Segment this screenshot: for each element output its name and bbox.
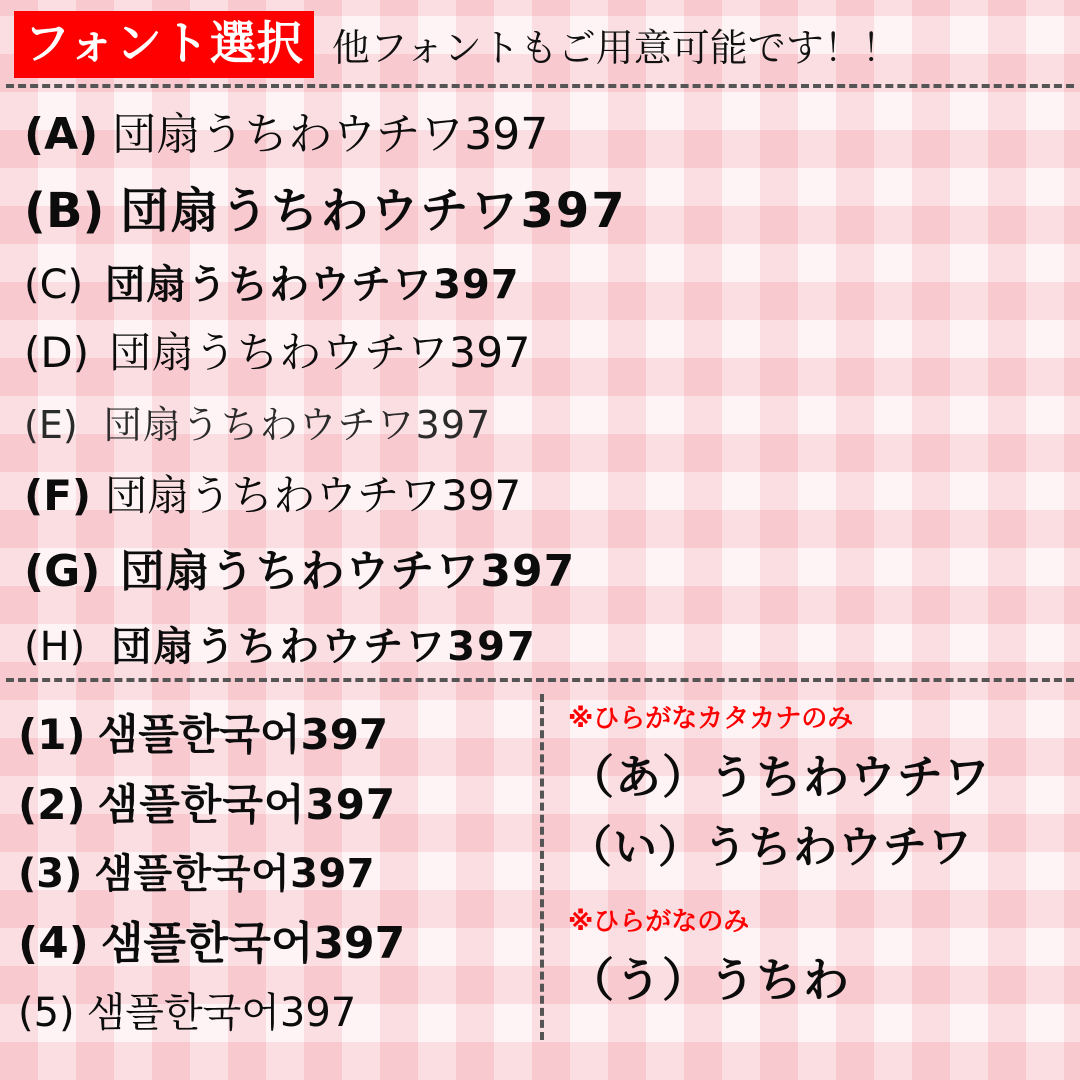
font-option-b[interactable] — [0, 172, 1080, 241]
font-option-a-kana-sample: うちわウチワ — [709, 750, 991, 804]
kana-spacer — [568, 875, 1080, 901]
font-option-d-sample: 団扇うちわウチワ397 — [109, 328, 531, 377]
hiragana-only-note: ※ひらがなのみ — [568, 907, 750, 937]
font-option-2-sample: 샘플한국어397 — [97, 780, 397, 829]
font-option-h-sample: 団扇うちわウチワ397 — [111, 624, 537, 670]
font-option-1-tag: (1) — [18, 710, 86, 759]
font-option-h-tag: (H) — [24, 624, 86, 670]
font-option-u-hiragana[interactable] — [568, 944, 1080, 1010]
font-option-e[interactable] — [0, 394, 1080, 449]
font-option-g[interactable] — [0, 535, 1080, 599]
font-option-1[interactable] — [18, 702, 540, 762]
font-selection-badge: フォント選択 — [14, 11, 314, 78]
font-option-f-sample: 団扇うちわウチワ397 — [105, 471, 522, 520]
font-option-g-sample: 団扇うちわウチワ397 — [120, 546, 576, 597]
font-option-2-tag: (2) — [18, 780, 86, 829]
font-option-c-tag: (C) — [24, 262, 84, 308]
font-option-5-sample: 샘플한국어397 — [86, 990, 357, 1036]
font-option-i-kana-tag: （い） — [568, 822, 703, 873]
font-option-a-kana[interactable] — [568, 741, 1080, 807]
font-option-e-sample: 団扇うちわウチワ397 — [103, 403, 492, 447]
japanese-font-list — [0, 88, 1080, 678]
kana-font-list — [544, 688, 1080, 1040]
font-option-c-sample: 団扇うちわウチワ397 — [105, 262, 520, 308]
font-option-d-tag: (D) — [24, 328, 90, 377]
korean-font-list — [0, 688, 540, 1040]
font-option-a-kana-tag: （あ） — [568, 750, 709, 804]
font-option-3[interactable] — [18, 842, 540, 899]
font-option-g-tag: (G) — [24, 546, 101, 597]
font-option-4[interactable] — [18, 907, 540, 971]
divider-bottom — [6, 678, 1074, 682]
font-option-c[interactable] — [0, 253, 1080, 310]
font-option-d[interactable] — [0, 320, 1080, 380]
font-option-2[interactable] — [18, 772, 540, 832]
font-option-4-tag: (4) — [18, 918, 89, 969]
bottom-section — [0, 688, 1080, 1040]
font-option-i-kana[interactable] — [568, 811, 1080, 875]
font-option-u-hiragana-sample: うちわ — [709, 953, 850, 1007]
font-option-f[interactable] — [0, 463, 1080, 523]
font-option-3-sample: 샘플한국어397 — [94, 851, 376, 897]
kana-only-note: ※ひらがなカタカナのみ — [568, 704, 854, 734]
font-option-h[interactable] — [0, 615, 1080, 672]
header — [0, 0, 1080, 84]
font-option-5-tag: (5) — [18, 990, 75, 1036]
font-option-i-kana-sample: うちわウチワ — [703, 822, 973, 873]
font-option-a-tag: (A) — [24, 109, 99, 160]
header-note: 他フォントもご用意可能です！！ — [331, 25, 900, 70]
font-option-f-tag: (F) — [24, 471, 92, 520]
font-option-4-sample: 샘플한국어397 — [100, 918, 406, 969]
font-option-b-tag: (B) — [24, 183, 105, 239]
font-option-u-hiragana-tag: （う） — [568, 953, 709, 1007]
font-option-e-tag: (E) — [24, 403, 78, 447]
font-option-1-sample: 샘플한국어397 — [97, 710, 389, 759]
font-option-a-sample: 団扇うちわウチワ397 — [112, 109, 549, 160]
font-option-a[interactable] — [0, 98, 1080, 162]
font-option-3-tag: (3) — [18, 851, 83, 897]
font-option-b-sample: 団扇うちわウチワ397 — [120, 183, 627, 239]
font-option-5[interactable] — [18, 981, 540, 1038]
